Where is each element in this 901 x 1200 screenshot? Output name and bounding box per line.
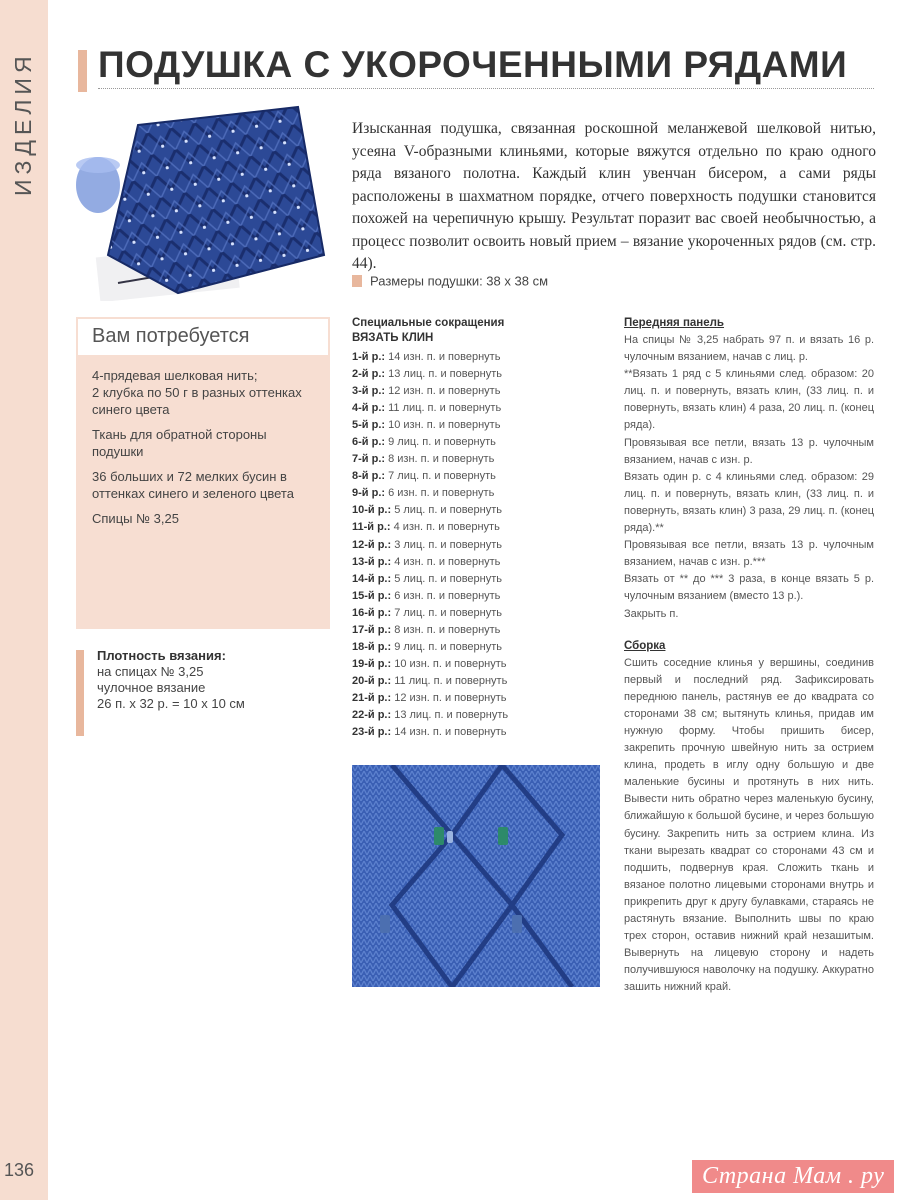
list-item: 22-й р.: 13 лиц. п. и повернуть: [352, 708, 509, 721]
list-item: 16-й р.: 7 лиц. п. и повернуть: [352, 606, 503, 619]
list-item: 20-й р.: 11 лиц. п. и повернуть: [352, 674, 508, 687]
assembly-heading: Сборка: [624, 639, 666, 652]
list-item: 1-й р.: 14 изн. п. и повернуть: [352, 351, 501, 363]
materials-item: 36 больших и 72 мелких бусин в оттенках синего и зеленого цвета: [92, 469, 294, 501]
materials-box: [76, 317, 330, 629]
front-panel-paragraph: **Вязать 1 ряд с 5 клиньями след. образом: 20 лиц. п. и повернуть, вязать клин, (33 лиц. п. и повернуть, вязать клин) 4 раза, 20 лиц. п. (конец ряда).: [624, 368, 874, 432]
materials-list: [76, 357, 330, 527]
density-line: на спицах № 3,25: [97, 664, 204, 679]
list-item: 15-й р.: 6 изн. п. и повернуть: [352, 589, 501, 602]
abbreviations-title: Специальные сокращения: [352, 317, 505, 329]
page-title: ПОДУШКА С УКОРОЧЕННЫМИ РЯДАМИ: [98, 44, 848, 85]
list-item: 13-й р.: 4 изн. п. и повернуть: [352, 555, 501, 568]
instructions-column: [624, 316, 874, 996]
list-item: 2-й р.: 13 лиц. п. и повернуть: [352, 368, 503, 381]
assembly-paragraph: Сшить соседние клинья у вершины, соединив первый и последний ряд. Зафиксировать переднюю панель, растянув ее до квадрата со сторонами 38 см; вытянуть клинья, придав им нужную форму. Чтобы пришить бисер, закрепить прочную швейную нить за острием клина, продеть в иглу одну большую и две маленькие бусины и протянуть в них нить. Вывести нить обратно через маленькую бусину, ближайшую к большой бусине, и через большую бусину. Закрепить нить за острием клина. Из ткани вырезать квадрат со сторонами 43 см и подшить, подвернув края. Сложить ткань и вязаное полотно лицевыми сторонами внутрь и прикрепить друг к другу булавками, стараясь не растянуть вязание. Выполнить швы по краю трех сторон, оставив нижний край незашитым. Вывернуть на лицевую сторону и надеть получившуюся наволочку на подушку. Аккуратно зашить нижний край.: [624, 656, 874, 994]
abbreviations-heading: [352, 316, 504, 346]
list-item: 19-й р.: 10 изн. п. и повернуть: [352, 657, 507, 670]
list-item: 8-й р.: 7 лиц. п. и повернуть: [352, 470, 496, 483]
front-panel-paragraph: Вязать от ** до *** 3 раза, в конце вязать 5 р. чулочным вязанием (вместо 13 р.).: [624, 573, 874, 603]
materials-item: Спицы № 3,25: [92, 511, 179, 526]
list-item: 6-й р.: 9 лиц. п. и повернуть: [352, 436, 496, 449]
list-item: 9-й р.: 6 изн. п. и повернуть: [352, 487, 495, 500]
intro-paragraph: Изысканная подушка, связанная роскошной меланжевой шелковой нитью, усеяна V-образными клиньями, которые вяжутся отдельно по краю одного ряда вязаного полотна. Каждый клин увенчан бисером, а сами ряды расположены в шахматном порядке, отчего поверхность подушки становится похожей на черепичную крышу. Результат поразит вас своей необычностью, а процесс позволит освоить новый прием – вязание укороченных рядов (см. стр. 44).: [352, 120, 876, 272]
watermark-logo: Страна Мам . ру: [692, 1160, 894, 1193]
front-panel-paragraph: Вязать один р. с 4 клиньями след. образом: 29 лиц. п. и повернуть, вязать клин, (33 лиц. п. и повернуть, вязать клин) 3 раза, 29 лиц. п. (конец ряда).**: [624, 470, 874, 535]
sizes-marker: [352, 275, 362, 287]
list-item: 11-й р.: 4 изн. п. и повернуть: [352, 521, 500, 534]
wedge-rows-list: [352, 349, 592, 741]
density-accent-bar: [76, 650, 84, 736]
wedge-subheading: ВЯЗАТЬ КЛИН: [352, 332, 434, 344]
front-panel-heading: Передняя панель: [624, 317, 725, 329]
list-item: 12-й р.: 3 лиц. п. и повернуть: [352, 538, 503, 551]
list-item: 14-й р.: 5 лиц. п. и повернуть: [352, 572, 503, 585]
materials-heading: Вам потребуется: [78, 319, 328, 355]
materials-item: 4-прядевая шелковая нить; 2 клубка по 50 г в разных оттенках синего цвета: [92, 368, 302, 417]
list-item: 3-й р.: 12 изн. п. и повернуть: [352, 385, 501, 398]
list-item: 21-й р.: 12 изн. п. и повернуть: [352, 691, 507, 704]
knitting-detail-photo: [352, 765, 600, 987]
list-item: 10-й р.: 5 лиц. п. и повернуть: [352, 504, 503, 517]
front-panel-paragraph: Провязывая все петли, вязать 13 р. чулочным вязанием, начав с изн. р.: [624, 436, 874, 466]
density-heading: Плотность вязания:: [97, 648, 226, 663]
front-panel-paragraph: Закрыть п.: [624, 607, 679, 620]
cushion-photo: [68, 105, 326, 301]
list-item: 7-й р.: 8 изн. п. и повернуть: [352, 453, 495, 466]
front-panel-paragraph: Провязывая все петли, вязать 13 р. чулочным вязанием, начав с изн. р.***: [624, 539, 874, 569]
density-line: 26 п. х 32 р. = 10 х 10 см: [97, 696, 245, 711]
list-item: 4-й р.: 11 лиц. п. и повернуть: [352, 402, 502, 415]
front-panel-paragraph: На спицы № 3,25 набрать 97 п. и вязать 16 р. чулочным вязанием, начав с лиц. р.: [624, 334, 874, 364]
list-item: 5-й р.: 10 изн. п. и повернуть: [352, 419, 501, 432]
list-item: 18-й р.: 9 лиц. п. и повернуть: [352, 640, 503, 653]
list-item: 17-й р.: 8 изн. п. и повернуть: [352, 623, 501, 636]
list-item: 23-й р.: 14 изн. п. и повернуть: [352, 726, 507, 739]
page-number: 136: [4, 1160, 35, 1180]
section-label: ИЗДЕЛИЯ: [10, 51, 36, 196]
cushion-sizes: [352, 272, 548, 290]
materials-item: Ткань для обратной стороны подушки: [92, 427, 267, 459]
knitting-density: [97, 648, 327, 712]
title-rule: [98, 88, 874, 89]
sizes-text: Размеры подушки: 38 х 38 см: [370, 273, 549, 289]
title-accent-bar: [78, 50, 87, 92]
density-line: чулочное вязание: [97, 680, 206, 695]
